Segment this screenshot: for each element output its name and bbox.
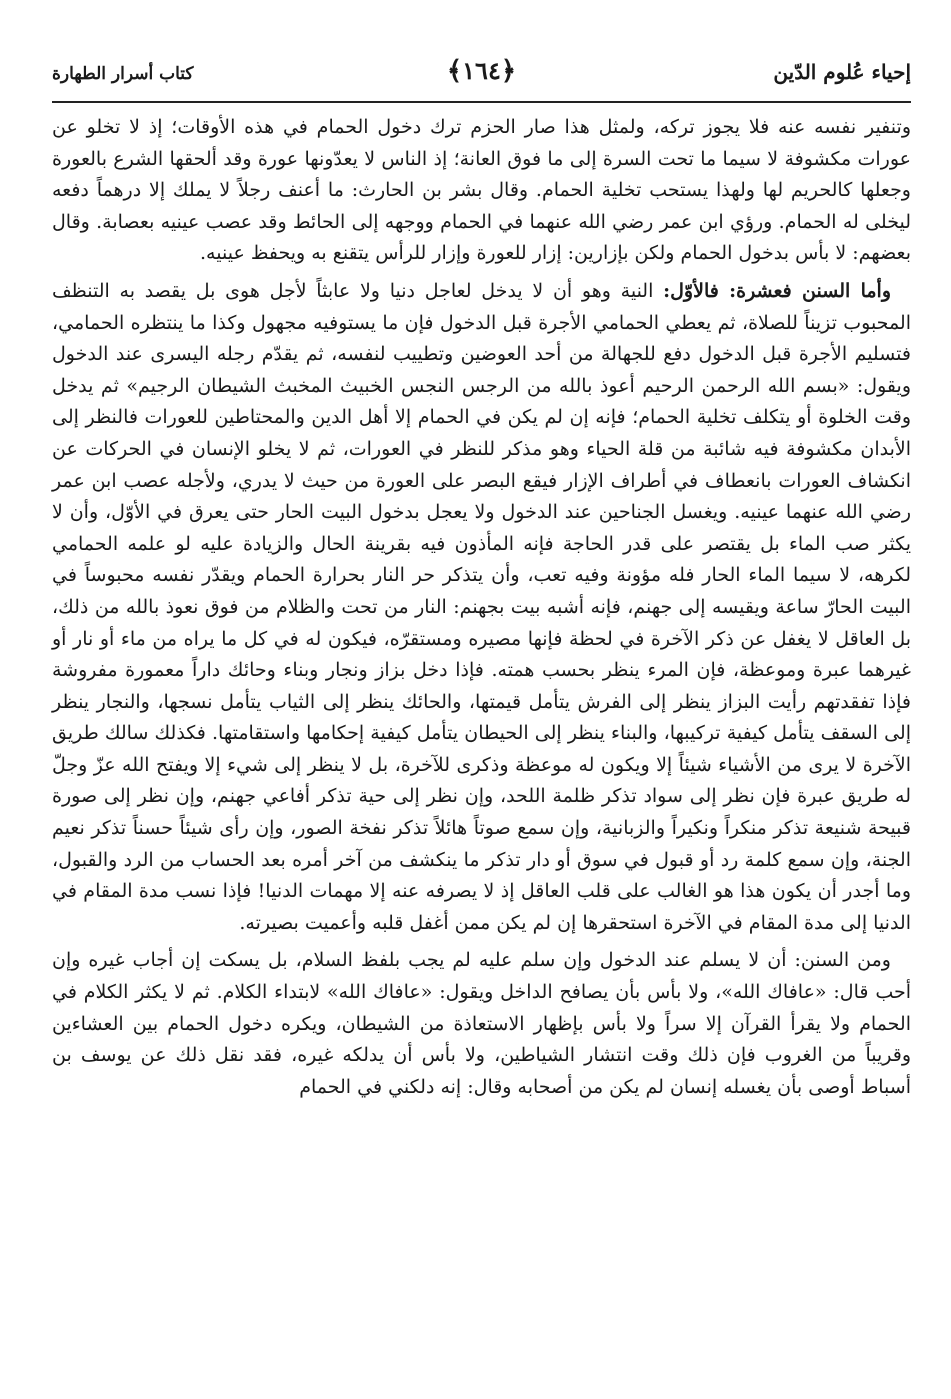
page-number-block xyxy=(447,56,516,86)
paragraph-1-text: وتنفير نفسه عنه فلا يجوز تركه، ولمثل هذا صار الحزم ترك دخول الحمام في هذه الأوقات؛ إذ لا تخلو عن عورات مكشوفة لا سيما ما تحت السرة إلى ما فوق العانة؛ إذ الناس لا يعدّونها عورة وقد ألحقها الشرع بالعورة وجعلها كالحريم لها ولهذا يستحب تخلية الحمام. وقال بشر بن الحارث: ما أعنف رجلاً لا يملك إلا درهماً دفعه ليخلى له الحمام. ورؤي ابن عمر رضي الله عنهما في الحمام ووجهه إلى الحائط وقد عصب عينيه بعصابة. وقال بعضهم: لا بأس بدخول الحمام ولكن بإزارين: إزار للعورة وإزار للرأس يتقنع به ويحفظ عينيه. xyxy=(52,116,911,265)
ornament-left-icon: ﴾ xyxy=(446,56,463,86)
paragraph-3 xyxy=(52,945,911,1103)
paragraph-3-lead: ومن السنن: xyxy=(794,949,891,972)
paragraph-1 xyxy=(52,112,911,270)
page-header xyxy=(52,56,911,100)
paragraph-2-lead: وأما السنن فعشرة: فالأوّل: xyxy=(663,279,891,302)
ornament-right-icon: ﴿ xyxy=(500,56,517,86)
page-number: ١٦٤ xyxy=(462,56,501,85)
main-text xyxy=(52,112,911,1109)
paragraph-2-text: النية وهو أن لا يدخل لعاجل دنيا ولا عابثاً لأجل هوى بل يقصد به التنظف المحبوب تزيناً للصلاة، ثم يعطي الحمامي الأجرة قبل الدخول فإن ما يستوفيه مجهول وكذا ما ينتظره الحمامي، فتسليم الأجرة قبل الدخول دفع للجهالة من أحد العوضين وتطييب لنفسه، ثم يقدّم رجله اليسرى عند الدخول ويقول: «بسم الله الرحمن الرحيم أعوذ بالله من الرجس النجس الخبيث المخبث الشيطان الرجيم» ثم يدخل وقت الخلوة أو يتكلف تخلية الحمام؛ فإنه إن لم يكن في الحمام إلا أهل الدين والمحتاطين للعورات فالنظر إلى الأبدان مكشوفة فيه شائبة من قلة الحياء وهو مذكر للنظر في العورات، ثم لا يخلو الإنسان في الحركات عن انكشاف العورات بانعطاف في أطراف الإزار فيقع البصر على العورة من حيث لا يدري، ولأجله عصب ابن عمر رضي الله عنهما عينيه. ويغسل الجناحين عند الدخول ولا يعجل بدخول البيت الحار حتى يعرق في الأوّل، وأن لا يكثر صب الماء بل يقتصر على قدر الحاجة فإنه المأذون فيه بقرينة الحال والزيادة عليه لو علمه الحمامي لكرهه، لا سيما الماء الحار فله مؤونة وفيه تعب، وأن يتذكر حر النار بحرارة الحمام ويقدّر نفسه محبوساً في البيت الحارّ ساعة ويقيسه إلى جهنم، فإنه أشبه بيت بجهنم: النار من تحت والظلام من فوق نعوذ بالله من ذلك، بل العاقل لا يغفل عن ذكر الآخرة في لحظة فإنها مصيره ومستقرّه، فيكون له في كل ما يراه من ماء أو نار أو غيرهما عبرة وموعظة، فإن المرء ينظر بحسب همته. فإذا دخل بزاز ونجار وبناء وحائك داراً معمورة مفروشة فإذا تفقدتهم رأيت البزاز ينظر إلى الفرش يتأمل قيمتها، والحائك ينظر إلى الثياب يتأمل نسجها، والنجار ينظر إلى السقف يتأمل كيفية تركيبها، والبناء ينظر إلى الحيطان يتأمل كيفية إحكامها واستقامتها. فكذلك سالك طريق الآخرة لا يرى من الأشياء شيئاً إلا ويكون له موعظة وذكرى للآخرة، بل لا ينظر إلى شيء إلا ويفتح الله عزّ وجلّ له طريق عبرة فإن نظر إلى سواد تذكر ظلمة اللحد، وإن نظر إلى حية تذكر أفاعي جهنم، وإن نظر إلى صورة قبيحة شنيعة تذكر منكراً ونكيراً والزبانية، وإن سمع صوتاً هائلاً تذكر نفخة الصور، وإن رأى شيئاً حسناً تذكر نعيم الجنة، وإن سمع كلمة رد أو قبول في سوق أو دار تذكر ما ينكشف من آخر أمره بعد الحساب من الرد والقبول، وما أجدر أن يكون هذا هو الغالب على قلب العاقل إذ لا يصرفه عنه إلا مهمات الدنيا! فإذا نسب مدة المقام في الدنيا إلى مدة المقام في الآخرة استحقرها إن لم يكن ممن أغفل قلبه وأعميت بصيرته. xyxy=(52,279,911,934)
paragraph-3-text: أن لا يسلم عند الدخول وإن سلم عليه لم يجب بلفظ السلام، بل يسكت إن أجاب غيره وإن أحب قال: «عافاك الله»، ولا بأس بأن يصافح الداخل ويقول: «عافاك الله» لابتداء الكلام. ثم لا يكثر الكلام في الحمام ولا يقرأ القرآن إلا سراً ولا بأس بإظهار الاستعاذة من الشيطان، ويكره دخول الحمام بين العشاءين وقريباً من الغروب فإن ذلك وقت انتشار الشياطين، ولا بأس أن يدلكه غيره، فقد نقل ذلك عن يوسف بن أسباط أوصى بأن يغسله إنسان لم يكن من أصحابه وقال: إنه دلكني في الحمام xyxy=(52,949,911,1098)
book-title: إحياء عُلوم الدّين xyxy=(773,60,911,84)
paragraph-2 xyxy=(52,276,911,939)
header-divider xyxy=(52,101,911,103)
chapter-title: كتاب أسرار الطهارة xyxy=(52,64,194,84)
